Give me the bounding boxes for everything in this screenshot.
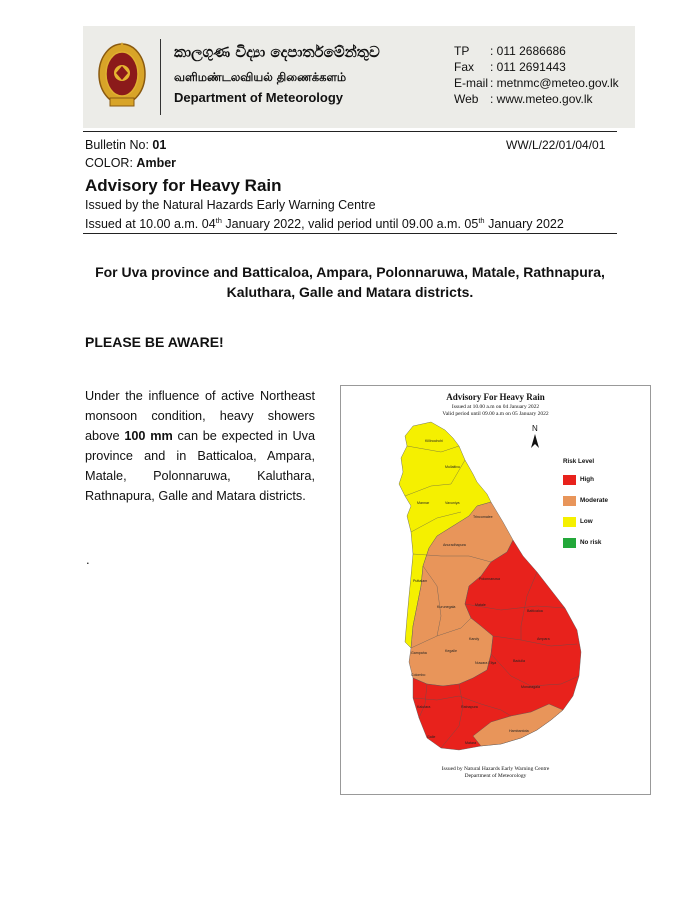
contact-label: E-mail (454, 76, 489, 90)
legend-swatch (563, 475, 576, 485)
district-label-matara: Matara (465, 741, 477, 745)
contact-value: : 011 2686686 (490, 44, 566, 58)
body-line: monsoon condition, heavy showers (85, 409, 315, 423)
district-label-colombo: Colombo (411, 673, 426, 677)
contact-block (454, 43, 619, 107)
body-line: Under the influence of active Northeast (85, 389, 315, 403)
letterhead (83, 26, 635, 128)
district-label-polonnaruwa: Polonnaruwa (479, 577, 500, 581)
district-label-mullaitivu: Mullaitivu (445, 465, 460, 469)
contact-email (454, 75, 619, 91)
advisory-title: Advisory for Heavy Rain (85, 176, 282, 195)
legend-item-low: Low (563, 516, 608, 527)
body-line: Matale, Polonnaruwa, Kaluthara, (85, 469, 315, 483)
map-title: Advisory For Heavy Rain (446, 392, 545, 402)
map-issued: Issued at 10.00 a.m on 04 January 2022 (451, 404, 540, 410)
legend-swatch (563, 496, 576, 506)
north-arrow-icon (528, 422, 542, 452)
legend-swatch (563, 517, 576, 527)
body-line: province and in Batticaloa, Ampara, (85, 449, 315, 463)
issued-validity: Issued at 10.00 a.m. 04th January 2022, valid period until 09.00 a.m. 05th January 2022 (85, 216, 564, 232)
legend-item-moderate: Moderate (563, 495, 608, 506)
district-label-badulla: Badulla (513, 659, 525, 663)
contact-web-link[interactable]: : www.meteo.gov.lk (490, 92, 593, 106)
legend-item-high: High (563, 474, 608, 485)
map-legend (563, 458, 608, 558)
district-label-kegalle: Kegalle (445, 649, 457, 653)
advisory-body (85, 386, 315, 506)
header-rule (83, 131, 617, 132)
bulletin-color: COLOR: Amber (85, 156, 177, 170)
district-label-matale: Matale (475, 603, 486, 607)
contact-phone (454, 43, 619, 59)
district-label-nuwara-eliya: Nuwara Eliya (475, 661, 497, 665)
body-line: Rathnapura, Galle and Matara districts. (85, 489, 306, 503)
map-valid: Valid period until 09.00 a.m on 05 January 2022 (442, 411, 549, 417)
contact-email-value[interactable]: : metnmc@meteo.gov.lk (490, 76, 619, 90)
body-line: above 100 mm can be expected in Uva (85, 429, 316, 443)
district-label-galle: Galle (427, 735, 436, 739)
contact-label: TP (454, 44, 470, 58)
bulletin-number: Bulletin No: 01 (85, 138, 167, 152)
contact-fax (454, 59, 619, 75)
region-line-2: Kaluthara, Galle and Matara districts. (226, 284, 474, 300)
map-footer-1: Issued by Natural Hazards Early Warning Centre (441, 766, 550, 772)
legend-title: Risk Level (563, 458, 595, 465)
stray-dot: . (86, 552, 90, 567)
district-label-kandy: Kandy (469, 637, 480, 641)
org-name-sinhala: කාලගුණ විද්‍යා දෙපාර්තමේන්තුව (174, 43, 380, 61)
contact-label: Web (454, 92, 479, 106)
contact-value: : 011 2691443 (490, 60, 566, 74)
bulletin-ref: WW/L/22/01/04/01 (506, 138, 606, 152)
sri-lanka-emblem-icon (97, 40, 147, 110)
district-label-kalutara: Kalutara (417, 705, 431, 709)
contact-label: Fax (454, 60, 475, 74)
district-label-puttalam: Puttalam (413, 579, 428, 583)
sri-lanka-map (341, 386, 650, 794)
district-label-batticaloa: Batticaloa (527, 609, 543, 613)
org-name-tamil: வளிமண்டலவியல் திணைக்களம் (174, 70, 347, 84)
district-label-killinochchi: Killinochchi (425, 439, 443, 443)
district-label-trincomalee: Trincomalee (473, 515, 493, 519)
risk-map (340, 385, 651, 795)
header-divider (160, 39, 161, 115)
district-label-ampara: Ampara (537, 637, 550, 641)
title-rule (83, 233, 617, 234)
district-label-mannar: Mannar (417, 501, 430, 505)
district-label-vavuniya: Vavuniya (445, 501, 460, 505)
district-label-kurunegala: Kurunegala (437, 605, 456, 609)
map-footer-2: Department of Meteorology (464, 773, 527, 779)
north-label: N (532, 424, 538, 433)
legend-swatch (563, 538, 576, 548)
region-line-1: For Uva province and Batticaloa, Ampara, Polonnaruwa, Matale, Rathnapura, (95, 264, 605, 280)
legend-item-no-risk: No risk (563, 537, 608, 548)
please-be-aware: PLEASE BE AWARE! (85, 334, 224, 350)
contact-web (454, 91, 619, 107)
org-name-english: Department of Meteorology (174, 90, 344, 105)
issued-by: Issued by the Natural Hazards Early Warning Centre (85, 198, 376, 212)
district-label-monaragala: Monaragala (521, 685, 540, 689)
district-label-hambantota: Hambantota (509, 729, 529, 733)
district-label-gampaha: Gampaha (411, 651, 427, 655)
district-label-ratnapura: Ratnapura (461, 705, 478, 709)
district-label-anuradhapura: Anuradhapura (443, 543, 466, 547)
